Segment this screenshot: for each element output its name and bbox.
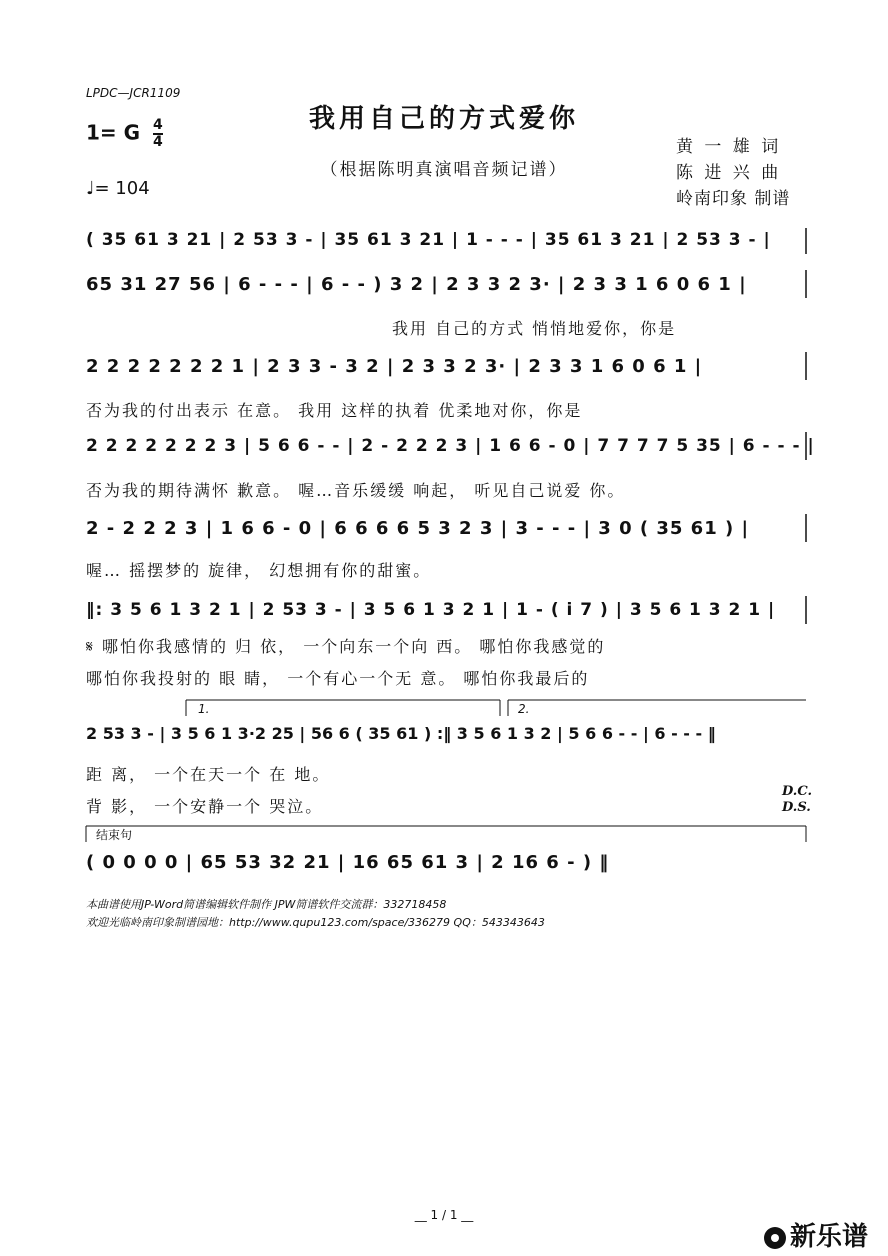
lyric-row-7-verse-2: 背 影， 一个安静一个 哭泣。 [86, 797, 324, 816]
brand-logo [764, 1216, 868, 1253]
notation-row-3: 2 2 2 2 2 2 2 1 | 2 3 3 - 3 2 | 2 3 3 2 3· | 2 3 3 1 6 0 6 1 | [86, 356, 703, 377]
notation-row-7: 2 53 3 - | 3 5 6 1 3·2 25 | 56 6 ( 35 61 ) :‖ 3 5 6 1 3 2 | 5 6 6 - - | 6 - - - ‖ [86, 724, 716, 743]
page-number: __ 1 / 1 __ [414, 1208, 474, 1222]
brand-name: 新乐谱 [790, 1222, 869, 1252]
lyric-row-3: 否为我的付出表示 在意。 我用 这样的执着 优柔地对你，你是 [86, 401, 583, 420]
lyric-row-7-verse-1: 距 离， 一个在天一个 在 地。 [86, 765, 331, 784]
lyric-row-4: 否为我的期待满怀 歉意。 喔…音乐缓缓 响起， 听见自己说爱 你。 [86, 481, 626, 500]
composer-credit: 陈 进 兴 曲 [676, 163, 782, 183]
notation-row-8: ( 0 0 0 0 | 65 53 32 21 | 16 65 61 3 | 2 16 6 - ) ‖ [86, 852, 610, 873]
lyric-row-6-verse-2: 哪怕你我投射的 眼 睛， 一个有心一个无 意。 哪怕你我最后的 [86, 669, 590, 688]
key-label: 1= G [86, 120, 141, 145]
coda-label: 结束句 [96, 828, 133, 842]
lyric-row-2: 我用 自己的方式 悄悄地爱你，你是 [392, 319, 677, 338]
lyric-row-5: 喔… 摇摆梦的 旋律， 幻想拥有你的甜蜜。 [86, 561, 432, 580]
song-title: 我用自己的方式爱你 [308, 104, 579, 134]
brand-disc-icon [764, 1227, 786, 1249]
arranger-credit: 岭南印象 制谱 [676, 189, 791, 209]
notation-row-2: 65 31 27 56 | 6 - - - | 6 - - ) 3 2 | 2 3 3 2 3· | 2 3 3 1 6 0 6 1 | [86, 274, 747, 295]
time-signature [153, 118, 163, 150]
footer-line-1: 本曲谱使用JP-Word简谱编辑软件制作 JPW简谱软件交流群：332718458 [86, 898, 447, 911]
notation-row-1: ( 35 61 3 21 | 2 53 3 - | 35 61 3 21 | 1 - - - | 35 61 3 21 | 2 53 3 - | [86, 230, 771, 250]
time-top: 4 [153, 117, 163, 133]
footer-line-2: 欢迎光临岭南印象制谱园地：http://www.qupu123.com/space/336279 QQ：543343643 [86, 916, 545, 929]
song-subtitle: （根据陈明真演唱音频记谱） [320, 160, 568, 180]
second-ending-label: 2. [518, 702, 530, 716]
key-signature [86, 118, 163, 150]
notation-row-5: 2 - 2 2 2 3 | 1 6 6 - 0 | 6 6 6 6 5 3 2 3 | 3 - - - | 3 0 ( 35 61 ) | [86, 518, 750, 539]
score-code: LPDC—JCR1109 [86, 86, 181, 100]
notation-row-6: ‖: 3 5 6 1 3 2 1 | 2 53 3 - | 3 5 6 1 3 2 1 | 1 - ( i 7 ) | 3 5 6 1 3 2 1 | [86, 600, 776, 620]
ds-mark: D.S. [782, 800, 811, 815]
dc-mark: D.C. [782, 784, 812, 799]
tempo-mark: ♩= 104 [86, 178, 150, 199]
lyric-row-6-verse-1: 𝄋 哪怕你我感情的 归 依， 一个向东一个向 西。 哪怕你我感觉的 [86, 637, 606, 656]
lyricist-credit: 黄 一 雄 词 [676, 137, 782, 157]
notation-row-4: 2 2 2 2 2 2 2 3 | 5 6 6 - - | 2 - 2 2 2 3 | 1 6 6 - 0 | 7 7 7 7 5 35 | 6 - - - | [86, 436, 815, 456]
first-ending-label: 1. [198, 702, 210, 716]
time-bottom: 4 [153, 134, 163, 150]
